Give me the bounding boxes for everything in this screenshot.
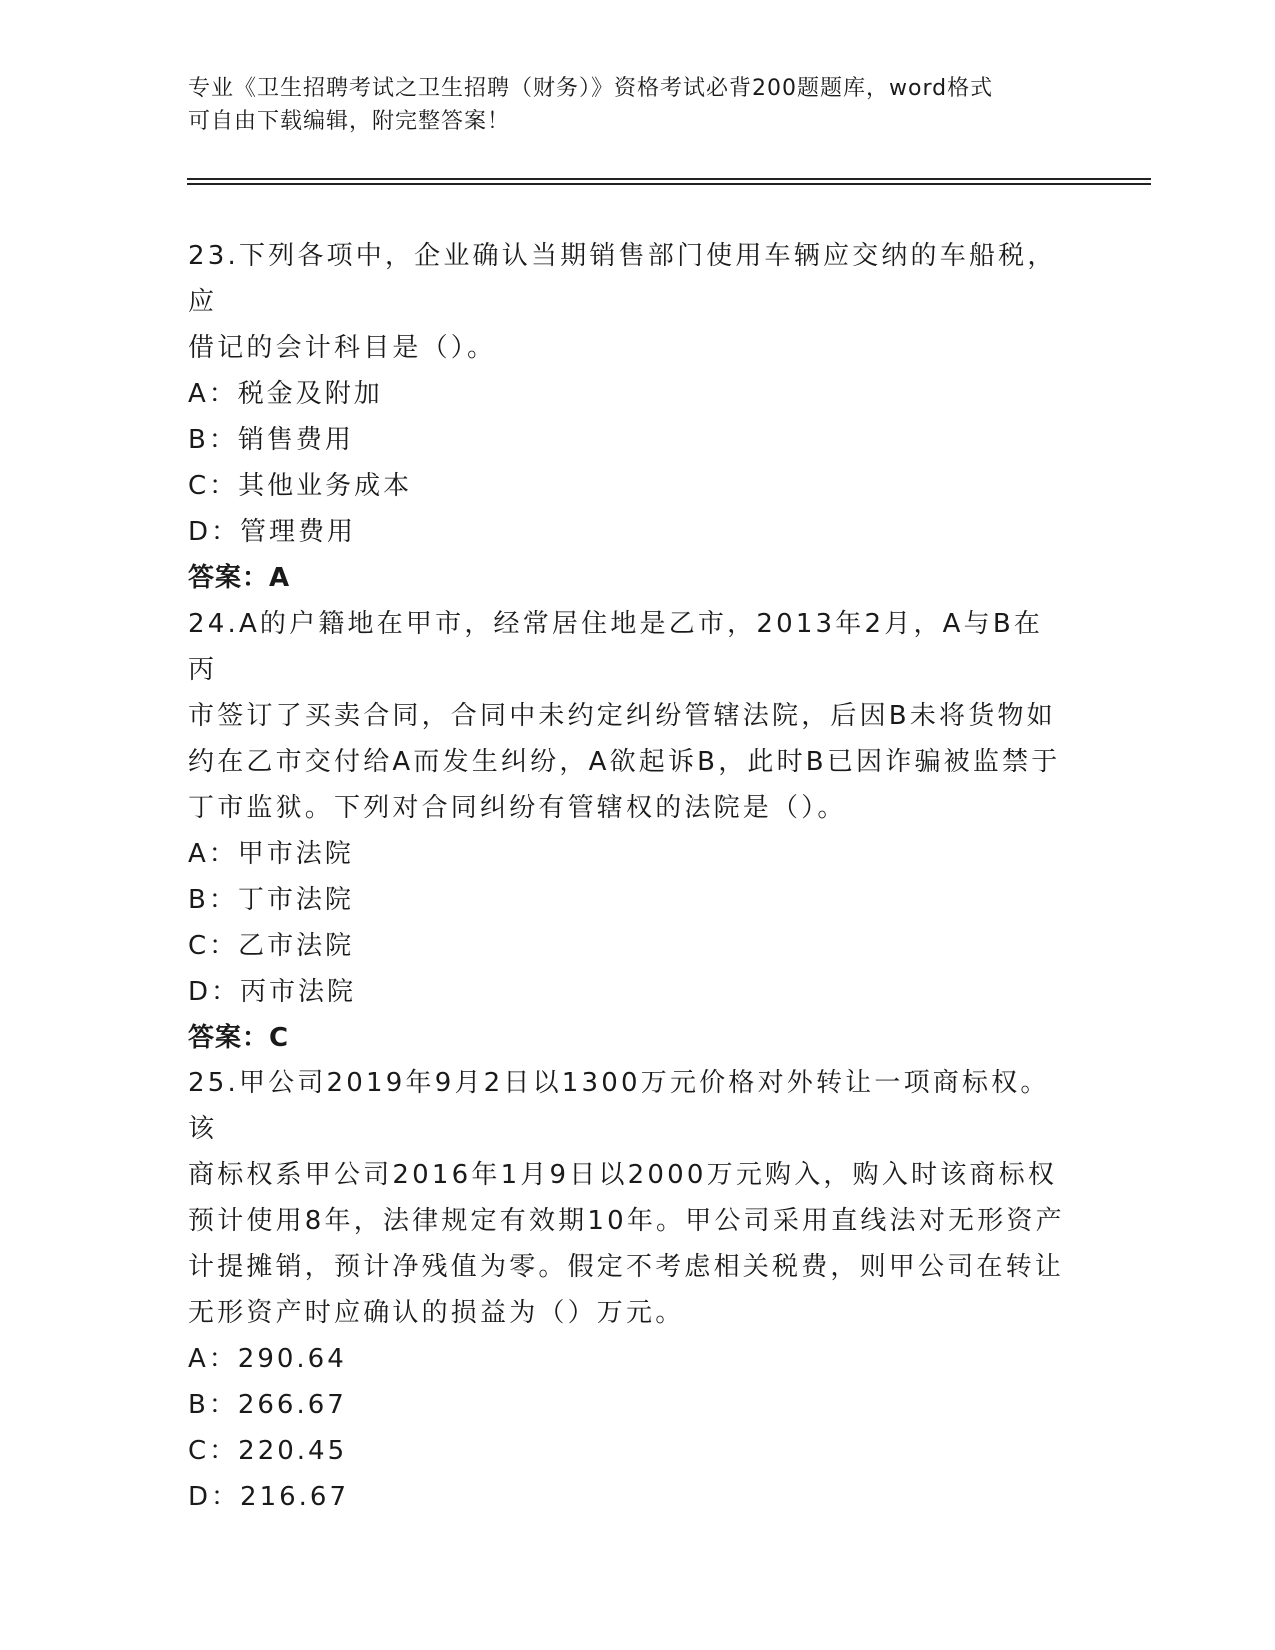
question-stem-line: 丁市监狱。下列对合同纠纷有管辖权的法院是（）。	[188, 793, 847, 823]
question-stem	[188, 1060, 1068, 1336]
document-header	[188, 72, 1068, 138]
header-line-1: 专业《卫生招聘考试之卫生招聘（财务）》资格考试必背200题题库，word格式	[188, 76, 994, 101]
option-d: D：管理费用	[188, 517, 357, 547]
header-divider-top	[187, 178, 1151, 180]
option-d: D：216.67	[188, 1482, 349, 1512]
question-stem-line: 24.A的户籍地在甲市，经常居住地是乙市，2013年2月，A与B在丙	[188, 609, 1044, 685]
option-d: D：丙市法院	[188, 977, 357, 1007]
option-a: A：290.64	[188, 1344, 347, 1374]
answer: 答案：C	[188, 1023, 290, 1053]
question-23	[188, 233, 1068, 601]
option-c: C：220.45	[188, 1436, 348, 1466]
option-c: C：其他业务成本	[188, 471, 413, 501]
option-b: B：销售费用	[188, 425, 354, 455]
option-c: C：乙市法院	[188, 931, 355, 961]
option-a: A：税金及附加	[188, 379, 383, 409]
question-24	[188, 601, 1068, 1061]
question-stem-line: 无形资产时应确认的损益为（）万元。	[188, 1298, 685, 1328]
question-stem-line: 商标权系甲公司2016年1月9日以2000万元购入，购入时该商标权	[188, 1160, 1058, 1190]
option-b: B：丁市法院	[188, 885, 354, 915]
question-stem-line: 约在乙市交付给A而发生纠纷，A欲起诉B，此时B已因诈骗被监禁于	[188, 747, 1061, 777]
question-stem	[188, 601, 1068, 831]
question-stem-line: 预计使用8年，法律规定有效期10年。甲公司采用直线法对无形资产	[188, 1206, 1065, 1236]
question-stem-line: 计提摊销，预计净残值为零。假定不考虑相关税费，则甲公司在转让	[188, 1252, 1065, 1282]
option-a: A：甲市法院	[188, 839, 354, 869]
option-b: B：266.67	[188, 1390, 347, 1420]
question-stem-line: 25.甲公司2019年9月2日以1300万元价格对外转让一项商标权。该	[188, 1068, 1050, 1144]
question-25	[188, 1060, 1068, 1520]
question-stem	[188, 233, 1068, 371]
question-stem-line: 23.下列各项中，企业确认当期销售部门使用车辆应交纳的车船税，应	[188, 241, 1057, 317]
question-stem-line: 借记的会计科目是（）。	[188, 333, 497, 363]
header-divider-bottom	[187, 183, 1151, 185]
answer: 答案：A	[188, 563, 291, 593]
question-stem-line: 市签订了买卖合同，合同中未约定纠纷管辖法院，后因B未将货物如	[188, 701, 1056, 731]
header-line-2: 可自由下载编辑，附完整答案！	[188, 109, 511, 134]
